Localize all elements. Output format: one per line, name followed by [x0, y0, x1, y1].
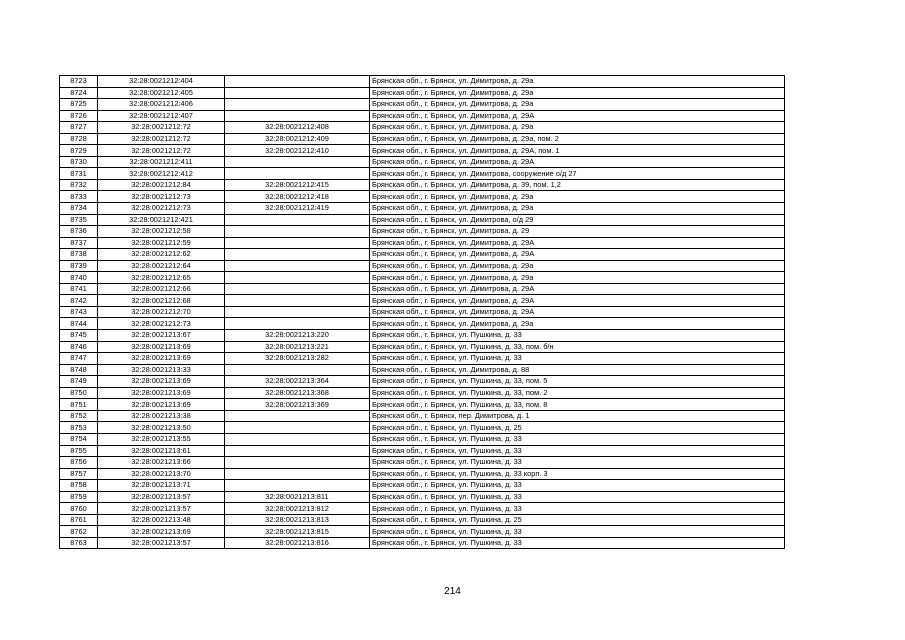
object-cadastral-number-cell	[225, 445, 370, 457]
page-number: 214	[444, 586, 461, 597]
row-number-cell: 8761	[60, 514, 98, 526]
table-row	[60, 537, 785, 549]
row-number-cell: 8724	[60, 87, 98, 99]
address-cell: Брянская обл., г. Брянск, ул. Пушкина, д. 33	[370, 503, 785, 515]
row-number-cell: 8728	[60, 133, 98, 145]
object-cadastral-number-cell: 32:28:0021213:221	[225, 341, 370, 353]
row-number-cell: 8750	[60, 387, 98, 399]
table-row	[60, 491, 785, 503]
parcel-cadastral-number-cell: 32:28:0021212:59	[98, 237, 225, 249]
parcel-cadastral-number-cell: 32:28:0021213:69	[98, 399, 225, 411]
parcel-cadastral-number-cell: 32:28:0021213:57	[98, 491, 225, 503]
object-cadastral-number-cell	[225, 410, 370, 422]
row-number-cell: 8734	[60, 203, 98, 215]
row-number-cell: 8760	[60, 503, 98, 515]
table-row	[60, 376, 785, 388]
object-cadastral-number-cell: 32:28:0021212:408	[225, 122, 370, 134]
parcel-cadastral-number-cell: 32:28:0021213:69	[98, 376, 225, 388]
row-number-cell: 8736	[60, 226, 98, 238]
address-cell: Брянская обл., г. Брянск, ул. Димитрова, д. 29А, пом. 1	[370, 145, 785, 157]
address-cell: Брянская обл., г. Брянск, ул. Пушкина, д. 33	[370, 445, 785, 457]
table-row	[60, 145, 785, 157]
table-row	[60, 226, 785, 238]
row-number-cell: 8755	[60, 445, 98, 457]
object-cadastral-number-cell: 32:28:0021212:415	[225, 179, 370, 191]
object-cadastral-number-cell	[225, 283, 370, 295]
parcel-cadastral-number-cell: 32:28:0021213:50	[98, 422, 225, 434]
table-row	[60, 318, 785, 330]
row-number-cell: 8730	[60, 156, 98, 168]
parcel-cadastral-number-cell: 32:28:0021213:67	[98, 330, 225, 342]
parcel-cadastral-number-cell: 32:28:0021213:66	[98, 457, 225, 469]
object-cadastral-number-cell	[225, 468, 370, 480]
table-row	[60, 410, 785, 422]
object-cadastral-number-cell: 32:28:0021213:220	[225, 330, 370, 342]
object-cadastral-number-cell	[225, 156, 370, 168]
table-row	[60, 110, 785, 122]
object-cadastral-number-cell	[225, 76, 370, 88]
row-number-cell: 8757	[60, 468, 98, 480]
object-cadastral-number-cell	[225, 422, 370, 434]
parcel-cadastral-number-cell: 32:28:0021212:407	[98, 110, 225, 122]
parcel-cadastral-number-cell: 32:28:0021212:65	[98, 272, 225, 284]
table-row	[60, 295, 785, 307]
row-number-cell: 8742	[60, 295, 98, 307]
parcel-cadastral-number-cell: 32:28:0021212:72	[98, 122, 225, 134]
parcel-cadastral-number-cell: 32:28:0021212:73	[98, 203, 225, 215]
row-number-cell: 8725	[60, 99, 98, 111]
table-row	[60, 214, 785, 226]
address-cell: Брянская обл., г. Брянск, ул. Димитрова, д. 29а, пом. 2	[370, 133, 785, 145]
parcel-cadastral-number-cell: 32:28:0021212:421	[98, 214, 225, 226]
table-row	[60, 133, 785, 145]
parcel-cadastral-number-cell: 32:28:0021213:48	[98, 514, 225, 526]
registry-table	[59, 75, 785, 549]
table-row	[60, 353, 785, 365]
row-number-cell: 8733	[60, 191, 98, 203]
row-number-cell: 8752	[60, 410, 98, 422]
object-cadastral-number-cell	[225, 110, 370, 122]
object-cadastral-number-cell	[225, 272, 370, 284]
parcel-cadastral-number-cell: 32:28:0021213:69	[98, 387, 225, 399]
table-row	[60, 260, 785, 272]
parcel-cadastral-number-cell: 32:28:0021212:64	[98, 260, 225, 272]
address-cell: Брянская обл., г. Брянск, ул. Пушкина, д. 33, пом. 8	[370, 399, 785, 411]
address-cell: Брянская обл., г. Брянск, ул. Пушкина, д. 33, пом. 2	[370, 387, 785, 399]
object-cadastral-number-cell: 32:28:0021212:410	[225, 145, 370, 157]
row-number-cell: 8743	[60, 306, 98, 318]
parcel-cadastral-number-cell: 32:28:0021213:61	[98, 445, 225, 457]
address-cell: Брянская обл., г. Брянск, ул. Димитрова, о/д 29	[370, 214, 785, 226]
object-cadastral-number-cell	[225, 226, 370, 238]
row-number-cell: 8727	[60, 122, 98, 134]
table-row	[60, 480, 785, 492]
row-number-cell: 8744	[60, 318, 98, 330]
object-cadastral-number-cell: 32:28:0021213:811	[225, 491, 370, 503]
address-cell: Брянская обл., г. Брянск, ул. Пушкина, д. 33	[370, 491, 785, 503]
table-row	[60, 249, 785, 261]
row-number-cell: 8749	[60, 376, 98, 388]
row-number-cell: 8740	[60, 272, 98, 284]
object-cadastral-number-cell: 32:28:0021212:419	[225, 203, 370, 215]
address-cell: Брянская обл., г. Брянск, ул. Димитрова, д. 29а	[370, 318, 785, 330]
row-number-cell: 8763	[60, 537, 98, 549]
object-cadastral-number-cell	[225, 433, 370, 445]
object-cadastral-number-cell: 32:28:0021213:813	[225, 514, 370, 526]
address-cell: Брянская обл., г. Брянск, ул. Димитрова, д. 29А	[370, 306, 785, 318]
object-cadastral-number-cell: 32:28:0021212:409	[225, 133, 370, 145]
object-cadastral-number-cell	[225, 480, 370, 492]
row-number-cell: 8735	[60, 214, 98, 226]
object-cadastral-number-cell	[225, 306, 370, 318]
row-number-cell: 8758	[60, 480, 98, 492]
address-cell: Брянская обл., г. Брянск, ул. Димитрова, д. 29А	[370, 110, 785, 122]
address-cell: Брянская обл., г. Брянск, ул. Димитрова, д. 29а	[370, 76, 785, 88]
parcel-cadastral-number-cell: 32:28:0021213:55	[98, 433, 225, 445]
parcel-cadastral-number-cell: 32:28:0021213:71	[98, 480, 225, 492]
row-number-cell: 8756	[60, 457, 98, 469]
parcel-cadastral-number-cell: 32:28:0021212:406	[98, 99, 225, 111]
parcel-cadastral-number-cell: 32:28:0021213:69	[98, 526, 225, 538]
address-cell: Брянская обл., г. Брянск, пер. Димитрова, д. 1	[370, 410, 785, 422]
object-cadastral-number-cell	[225, 168, 370, 180]
object-cadastral-number-cell	[225, 318, 370, 330]
table-row	[60, 468, 785, 480]
parcel-cadastral-number-cell: 32:28:0021212:73	[98, 191, 225, 203]
parcel-cadastral-number-cell: 32:28:0021212:68	[98, 295, 225, 307]
row-number-cell: 8723	[60, 76, 98, 88]
object-cadastral-number-cell: 32:28:0021213:816	[225, 537, 370, 549]
parcel-cadastral-number-cell: 32:28:0021212:404	[98, 76, 225, 88]
address-cell: Брянская обл., г. Брянск, ул. Пушкина, д. 33 корп. 3	[370, 468, 785, 480]
row-number-cell: 8726	[60, 110, 98, 122]
object-cadastral-number-cell: 32:28:0021213:812	[225, 503, 370, 515]
parcel-cadastral-number-cell: 32:28:0021212:72	[98, 133, 225, 145]
address-cell: Брянская обл., г. Брянск, ул. Димитрова, д. 29а	[370, 87, 785, 99]
object-cadastral-number-cell: 32:28:0021213:369	[225, 399, 370, 411]
address-cell: Брянская обл., г. Брянск, ул. Пушкина, д. 33	[370, 457, 785, 469]
table-row	[60, 457, 785, 469]
parcel-cadastral-number-cell: 32:28:0021212:62	[98, 249, 225, 261]
table-row	[60, 364, 785, 376]
address-cell: Брянская обл., г. Брянск, ул. Пушкина, д. 33, пом. 5	[370, 376, 785, 388]
address-cell: Брянская обл., г. Брянск, ул. Пушкина, д. 33, пом. б/н	[370, 341, 785, 353]
object-cadastral-number-cell	[225, 260, 370, 272]
parcel-cadastral-number-cell: 32:28:0021213:33	[98, 364, 225, 376]
address-cell: Брянская обл., г. Брянск, ул. Димитрова, д. 29А	[370, 249, 785, 261]
object-cadastral-number-cell	[225, 364, 370, 376]
row-number-cell: 8741	[60, 283, 98, 295]
object-cadastral-number-cell	[225, 214, 370, 226]
address-cell: Брянская обл., г. Брянск, ул. Димитрова, сооружение о/д 27	[370, 168, 785, 180]
row-number-cell: 8737	[60, 237, 98, 249]
address-cell: Брянская обл., г. Брянск, ул. Димитрова, д. 29А	[370, 283, 785, 295]
parcel-cadastral-number-cell: 32:28:0021212:405	[98, 87, 225, 99]
row-number-cell: 8759	[60, 491, 98, 503]
table-row	[60, 122, 785, 134]
object-cadastral-number-cell: 32:28:0021213:364	[225, 376, 370, 388]
address-cell: Брянская обл., г. Брянск, ул. Пушкина, д. 25	[370, 422, 785, 434]
parcel-cadastral-number-cell: 32:28:0021212:73	[98, 318, 225, 330]
address-cell: Брянская обл., г. Брянск, ул. Димитрова, д. 29а	[370, 203, 785, 215]
address-cell: Брянская обл., г. Брянск, ул. Пушкина, д. 33	[370, 353, 785, 365]
parcel-cadastral-number-cell: 32:28:0021213:38	[98, 410, 225, 422]
row-number-cell: 8762	[60, 526, 98, 538]
parcel-cadastral-number-cell: 32:28:0021213:69	[98, 341, 225, 353]
parcel-cadastral-number-cell: 32:28:0021212:66	[98, 283, 225, 295]
row-number-cell: 8745	[60, 330, 98, 342]
object-cadastral-number-cell	[225, 295, 370, 307]
address-cell: Брянская обл., г. Брянск, ул. Пушкина, д. 33	[370, 330, 785, 342]
parcel-cadastral-number-cell: 32:28:0021212:72	[98, 145, 225, 157]
table-row	[60, 272, 785, 284]
table-row	[60, 87, 785, 99]
object-cadastral-number-cell	[225, 87, 370, 99]
registry-table-body	[60, 76, 785, 549]
address-cell: Брянская обл., г. Брянск, ул. Пушкина, д. 33	[370, 537, 785, 549]
table-row	[60, 283, 785, 295]
table-row	[60, 433, 785, 445]
object-cadastral-number-cell: 32:28:0021212:418	[225, 191, 370, 203]
address-cell: Брянская обл., г. Брянск, ул. Димитрова, д. 39, пом. 1,2	[370, 179, 785, 191]
table-row	[60, 503, 785, 515]
row-number-cell: 8754	[60, 433, 98, 445]
object-cadastral-number-cell	[225, 99, 370, 111]
table-row	[60, 514, 785, 526]
parcel-cadastral-number-cell: 32:28:0021213:69	[98, 353, 225, 365]
row-number-cell: 8732	[60, 179, 98, 191]
address-cell: Брянская обл., г. Брянск, ул. Пушкина, д. 33	[370, 433, 785, 445]
table-row	[60, 306, 785, 318]
object-cadastral-number-cell: 32:28:0021213:815	[225, 526, 370, 538]
row-number-cell: 8747	[60, 353, 98, 365]
parcel-cadastral-number-cell: 32:28:0021212:70	[98, 306, 225, 318]
row-number-cell: 8748	[60, 364, 98, 376]
address-cell: Брянская обл., г. Брянск, ул. Димитрова, д. 29А	[370, 295, 785, 307]
table-row	[60, 203, 785, 215]
table-row	[60, 387, 785, 399]
row-number-cell: 8731	[60, 168, 98, 180]
table-row	[60, 237, 785, 249]
address-cell: Брянская обл., г. Брянск, ул. Пушкина, д. 25	[370, 514, 785, 526]
table-row	[60, 330, 785, 342]
parcel-cadastral-number-cell: 32:28:0021212:411	[98, 156, 225, 168]
table-row	[60, 399, 785, 411]
table-row	[60, 526, 785, 538]
table-row	[60, 422, 785, 434]
row-number-cell: 8746	[60, 341, 98, 353]
row-number-cell: 8739	[60, 260, 98, 272]
address-cell: Брянская обл., г. Брянск, ул. Димитрова, д. 29а	[370, 99, 785, 111]
address-cell: Брянская обл., г. Брянск, ул. Димитрова, д. 29а	[370, 122, 785, 134]
table-row	[60, 76, 785, 88]
table-row	[60, 99, 785, 111]
table-row	[60, 168, 785, 180]
row-number-cell: 8729	[60, 145, 98, 157]
table-row	[60, 156, 785, 168]
parcel-cadastral-number-cell: 32:28:0021213:57	[98, 537, 225, 549]
address-cell: Брянская обл., г. Брянск, ул. Пушкина, д. 33	[370, 480, 785, 492]
object-cadastral-number-cell: 32:28:0021213:368	[225, 387, 370, 399]
address-cell: Брянская обл., г. Брянск, ул. Пушкина, д. 33	[370, 526, 785, 538]
address-cell: Брянская обл., г. Брянск, ул. Димитрова, д. 29а	[370, 260, 785, 272]
table-row	[60, 341, 785, 353]
row-number-cell: 8738	[60, 249, 98, 261]
parcel-cadastral-number-cell: 32:28:0021213:57	[98, 503, 225, 515]
address-cell: Брянская обл., г. Брянск, ул. Димитрова, д. 88	[370, 364, 785, 376]
table-row	[60, 191, 785, 203]
row-number-cell: 8751	[60, 399, 98, 411]
address-cell: Брянская обл., г. Брянск, ул. Димитрова, д. 29А	[370, 237, 785, 249]
address-cell: Брянская обл., г. Брянск, ул. Димитрова, д. 29А	[370, 156, 785, 168]
address-cell: Брянская обл., г. Брянск, ул. Димитрова, д. 29	[370, 226, 785, 238]
table-row	[60, 179, 785, 191]
parcel-cadastral-number-cell: 32:28:0021212:84	[98, 179, 225, 191]
parcel-cadastral-number-cell: 32:28:0021212:58	[98, 226, 225, 238]
parcel-cadastral-number-cell: 32:28:0021213:70	[98, 468, 225, 480]
object-cadastral-number-cell: 32:28:0021213:282	[225, 353, 370, 365]
address-cell: Брянская обл., г. Брянск, ул. Димитрова, д. 29а	[370, 191, 785, 203]
address-cell: Брянская обл., г. Брянск, ул. Димитрова, д. 29а	[370, 272, 785, 284]
table-row	[60, 445, 785, 457]
row-number-cell: 8753	[60, 422, 98, 434]
object-cadastral-number-cell	[225, 237, 370, 249]
object-cadastral-number-cell	[225, 249, 370, 261]
parcel-cadastral-number-cell: 32:28:0021212:412	[98, 168, 225, 180]
object-cadastral-number-cell	[225, 457, 370, 469]
